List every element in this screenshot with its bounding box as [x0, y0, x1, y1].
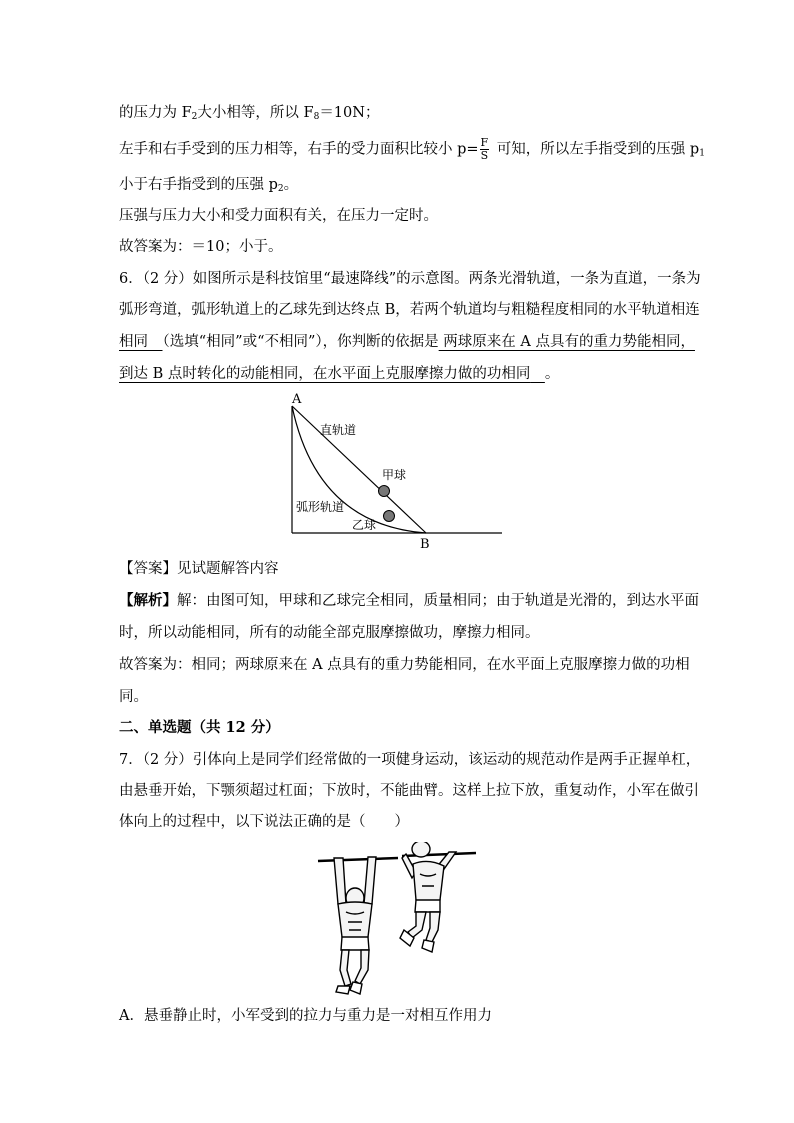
label-ball-yi: 乙球 [352, 518, 377, 532]
question-6-line: 6．（2 分）如图所示是科技馆里“最速降线”的示意图。两条光滑轨道，一条为直道，一条为 [119, 271, 701, 287]
text-line: 故答案为：＝10；小于。 [119, 239, 283, 255]
question-6-line: 相同 （选填“相同”或“不相同”），你判断的依据是 两球原来在 A 点具有的重力势能相同， [119, 334, 695, 350]
text-line: 小于右手指受到的压强 $p_2$。 [119, 177, 299, 194]
analysis-line: 时，所以动能相同，所有的动能全部克服摩擦做功，摩擦力相同。 [119, 625, 540, 641]
answer-line: 【答案】见试题解答内容 [119, 561, 279, 577]
question-6-line: 到达 B 点时转化的动能相同，在水平面上克服摩擦力做的功相同 。 [119, 366, 560, 382]
question-7-line: 由悬垂开始，下颚须超过杠面；下放时，不能曲臂。这样上拉下放，重复动作，小军在做引 [119, 783, 699, 799]
option-a: A．悬垂静止时，小军受到的拉力与重力是一对相互作用力 [119, 1008, 492, 1024]
label-curved-track: 弧形轨道 [296, 500, 345, 514]
label-ball-jia: 甲球 [382, 468, 407, 482]
question-6-line: 弧形弯道，弧形轨道上的乙球先到达终点 B，若两个轨道均与粗糙程度相同的水平轨道相连 [119, 302, 700, 318]
label-b: B [420, 537, 430, 552]
brachistochrone-figure [282, 390, 512, 552]
label-a: A [292, 392, 302, 407]
analysis-line: 【解析】解：由图可知，甲球和乙球完全相同，质量相同；由于轨道是光滑的，到达水平面 [119, 592, 699, 609]
ball-yi [384, 511, 395, 522]
fraction: $\frac{F}{S}$ [480, 136, 489, 162]
answer-blank-2: 两球原来在 A 点具有的重力势能相同， [438, 334, 695, 350]
text-line: 压强与压力大小和受力面积有关，在压力一定时。 [119, 208, 438, 224]
label-straight-track: 直轨道 [320, 423, 357, 437]
answer-blank-1: 相同 [119, 334, 148, 350]
question-7-line: 7．（2 分）引体向上是同学们经常做的一项健身运动，该运动的规范动作是两手正握单杠， [119, 752, 701, 768]
hanging-figure [334, 857, 376, 994]
question-7-line: 体向上的过程中，以下说法正确的是（ ） [119, 814, 409, 830]
ball-jia [379, 486, 390, 497]
final-answer-line: 故答案为：相同；两球原来在 A 点具有的重力势能相同，在水平面上克服摩擦力做的功相 [119, 657, 690, 673]
answer-blank-2-cont: 到达 B 点时转化的动能相同，在水平面上克服摩擦力做的功相同 [119, 366, 531, 382]
section-heading: 二、单选题（共 12 分） [119, 719, 280, 736]
text-line: 左手和右手受到的压力相等，右手的受力面积比较小 p= $\frac{F}{S}$ 可知，所以左手指受到的压强 $p_1$ [119, 136, 705, 162]
raised-figure [400, 842, 456, 952]
final-answer-line: 同。 [119, 689, 148, 705]
bar-left [318, 858, 398, 861]
text-line: 的压力为 $F_2$大小相等，所以 $F_8=10N$； [119, 105, 380, 122]
pull-up-illustration [316, 842, 478, 1000]
